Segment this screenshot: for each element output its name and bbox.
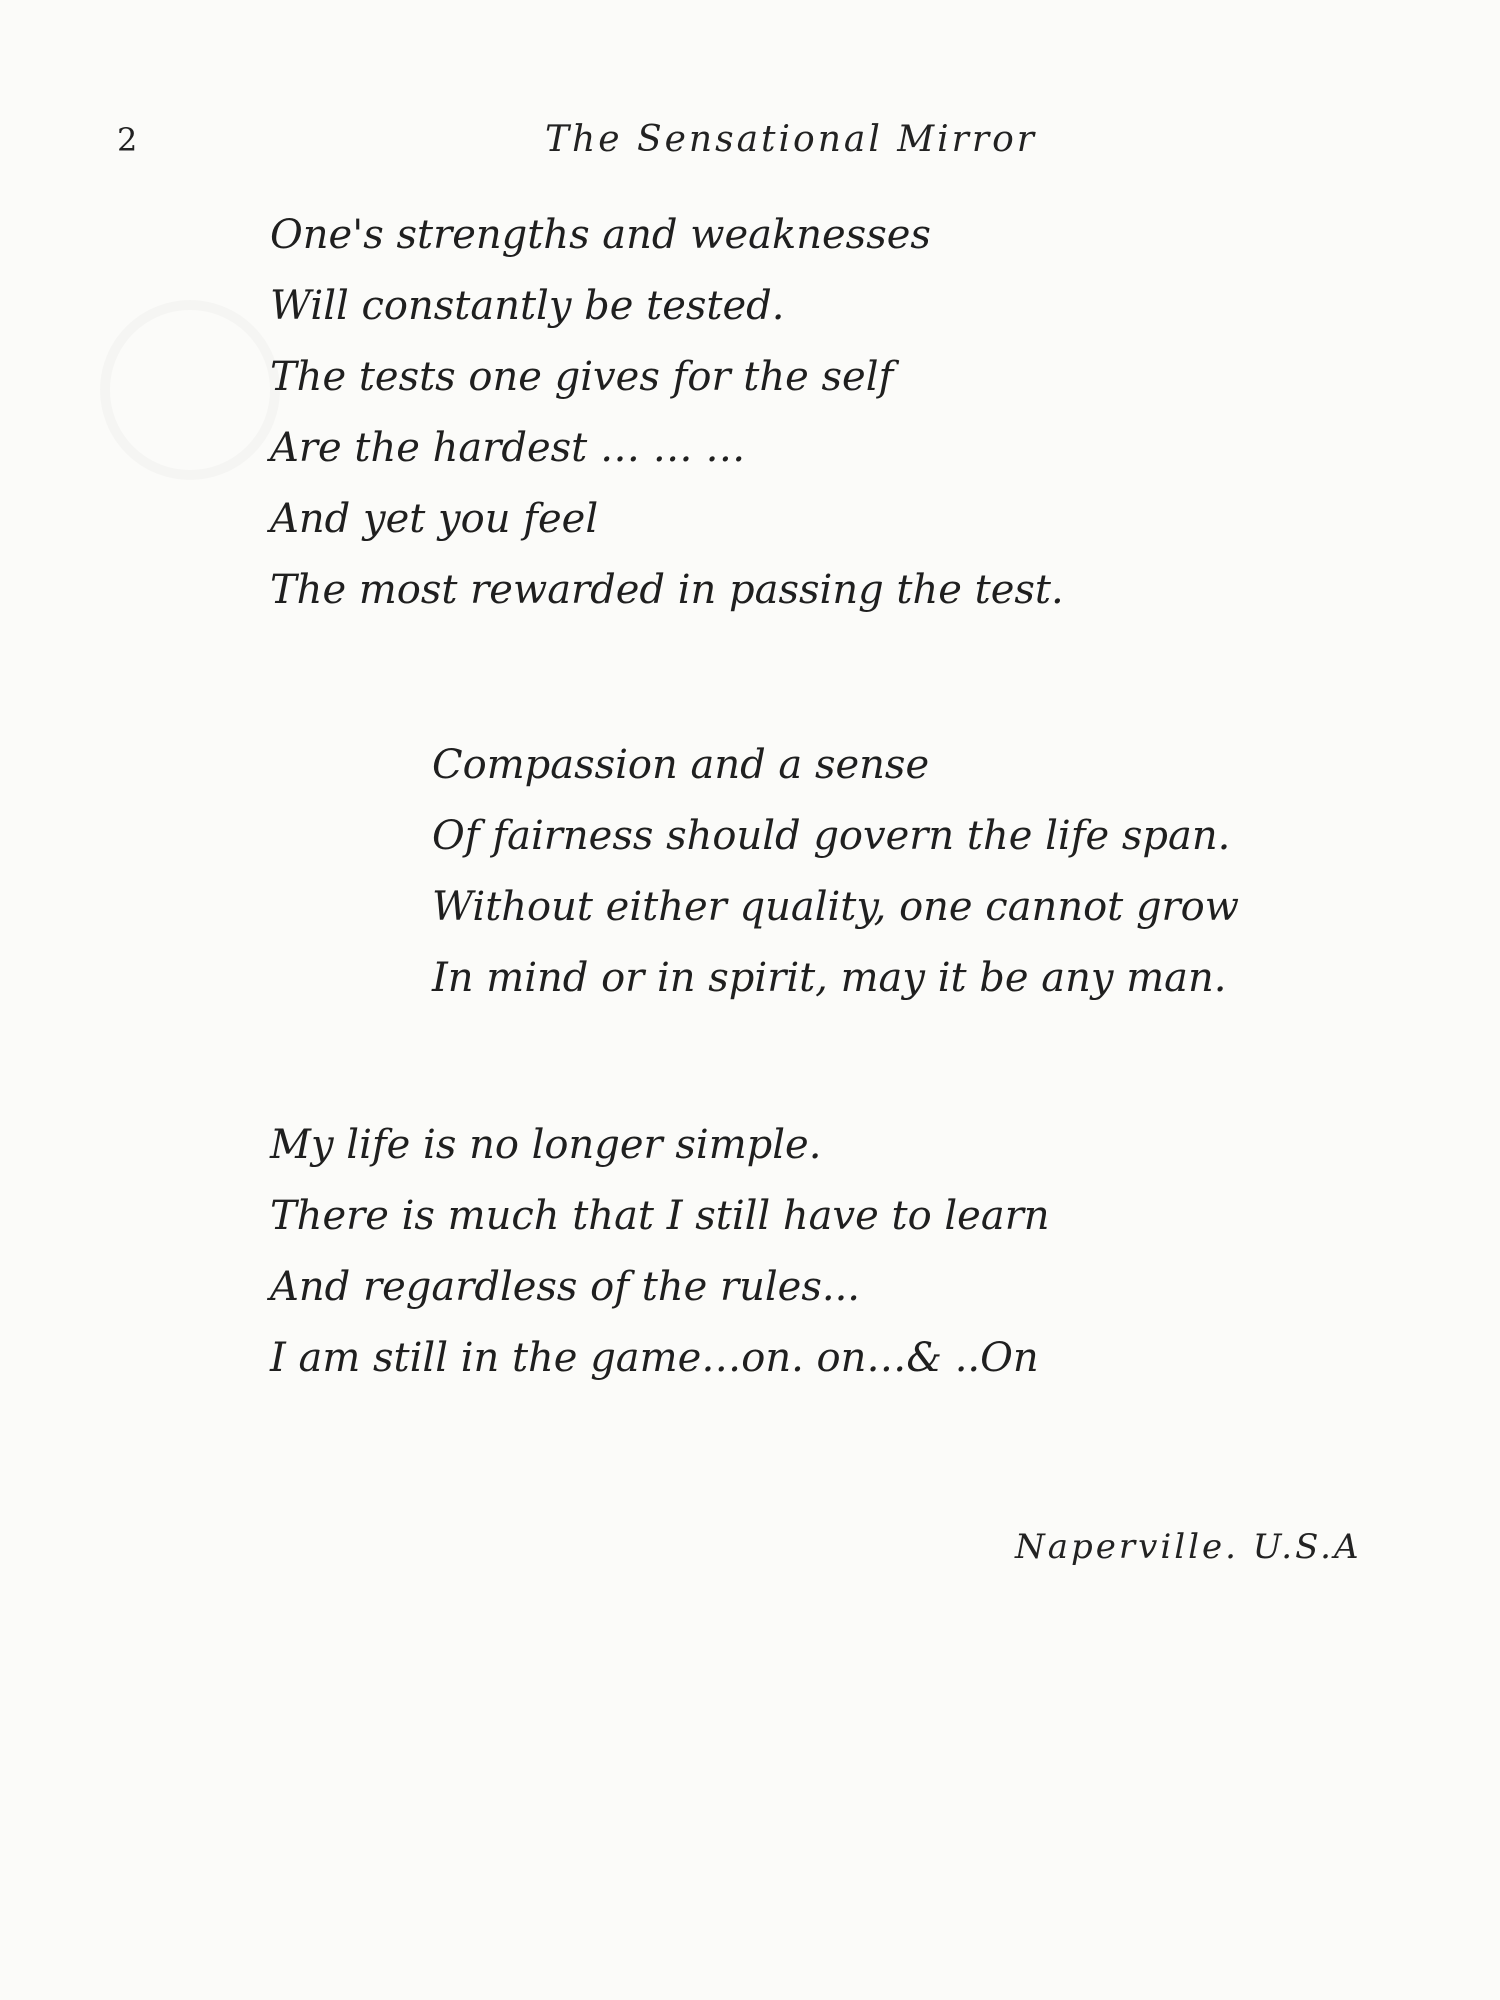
page-header [0, 115, 1500, 165]
poem-line: My life is no longer simple. [270, 1122, 822, 1168]
poem-line: The most rewarded in passing the test. [270, 567, 1064, 613]
poem-line: Will constantly be tested. [270, 283, 785, 329]
running-title: The Sensational Mirror [545, 119, 1037, 160]
stanza-2 [432, 730, 1239, 1014]
poem-line: In mind or in spirit, may it be any man. [432, 955, 1227, 1001]
poem-line: The tests one gives for the self [270, 354, 894, 400]
poem-line: Are the hardest … … … [270, 425, 746, 471]
poem-line: There is much that I still have to learn [270, 1193, 1050, 1239]
poem-line: Of fairness should govern the life span. [432, 813, 1231, 859]
poem-line: And regardless of the rules... [270, 1264, 861, 1310]
poem-line: Without either quality, one cannot grow [432, 884, 1239, 930]
poem-line: One's strengths and weaknesses [270, 212, 931, 258]
stanza-1 [270, 200, 1064, 626]
poem-line: I am still in the game…on. on…& ..On [270, 1335, 1039, 1381]
stanza-3 [270, 1110, 1050, 1394]
poem-line: And yet you feel [270, 496, 599, 542]
page-number: 2 [117, 121, 138, 159]
poem-line: Compassion and a sense [432, 742, 930, 788]
place-signature: Naperville. U.S.A [1015, 1527, 1362, 1567]
